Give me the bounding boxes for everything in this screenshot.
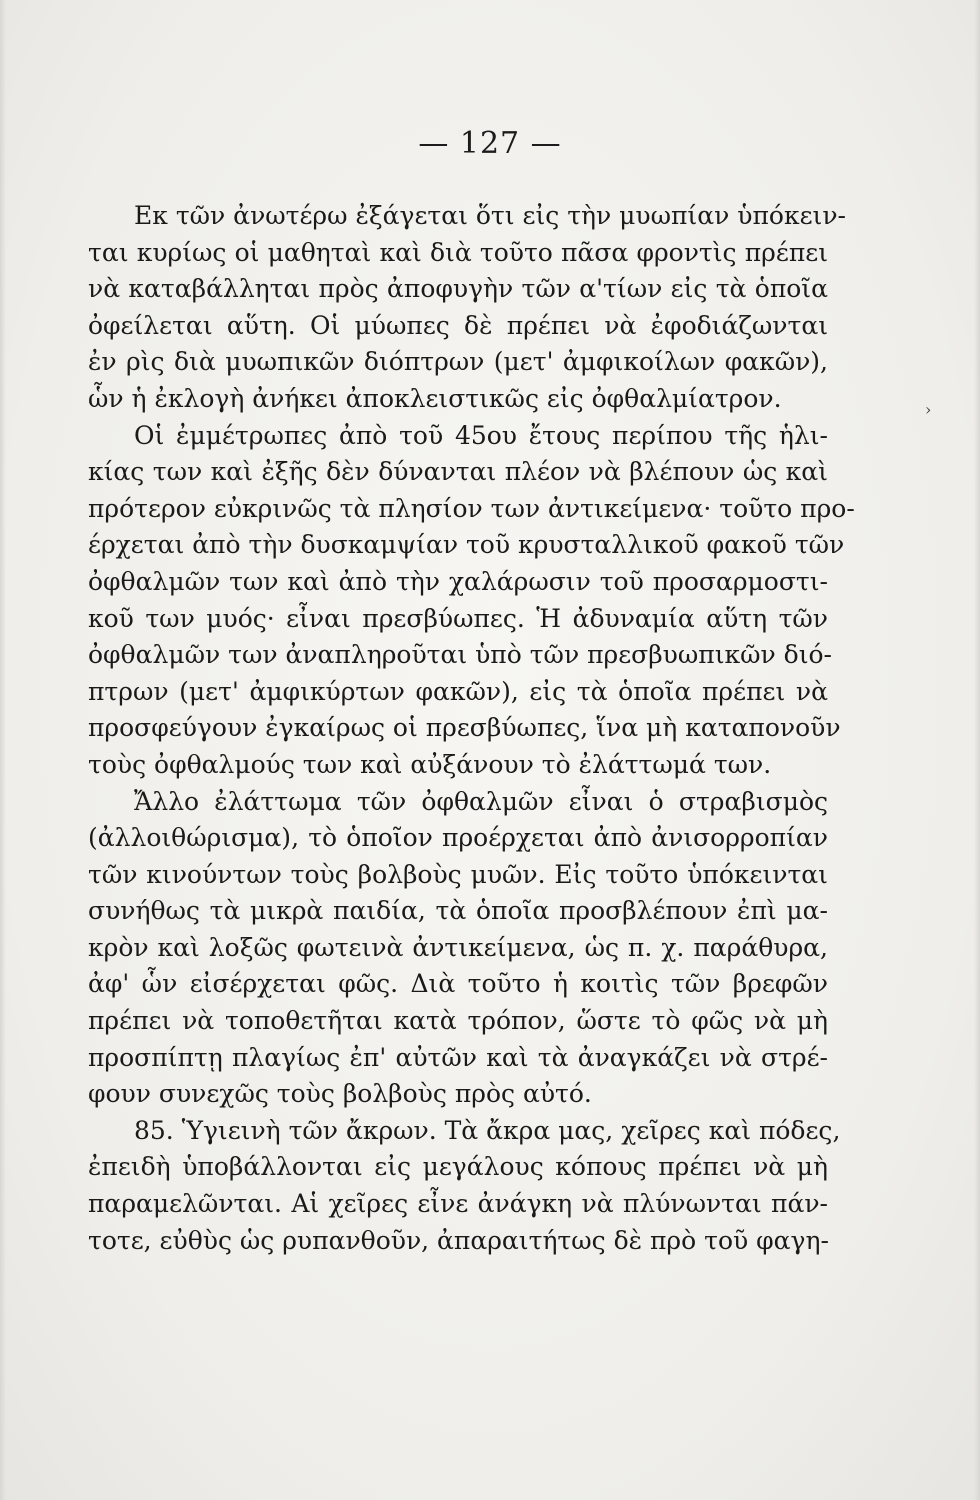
page-number: — 127 —: [418, 126, 562, 161]
text-line: Ἄλλο ἐλάττωμα τῶν ὀφθαλμῶν εἶναι ὁ στραβισμὸς: [134, 786, 828, 816]
text-line: Εκ τῶν ἀνωτέρω ἐξάγεται ὅτι εἰς τὴν μυωπίαν ὑπόκειν-: [134, 201, 846, 230]
text-line: φουν συνεχῶς τοὺς βολβοὺς πρὸς αὐτό.: [88, 1079, 592, 1109]
text-line: έρχεται ἀπὸ τὴν δυσκαμψίαν τοῦ κρυσταλλικοῦ φακοῦ τῶν: [88, 530, 845, 560]
body-text: [88, 198, 855, 1259]
text-line: ἐπειδὴ ὑποβάλλονται εἰς μεγάλους κόπους πρέπει νὰ μὴ: [88, 1152, 828, 1182]
text-line: ὀφείλεται αὕτη. Οἱ μύωπες δὲ πρέπει νὰ ἐφοδιάζωνται: [88, 310, 828, 340]
text-line: τοτε, εὐθὺς ὡς ρυπανθοῦν, ἀπαραιτήτως δὲ πρὸ τοῦ φαγη-: [88, 1225, 829, 1255]
text-line: προσπίπτῃ πλαγίως ἐπ' αὐτῶν καὶ τὰ ἀναγκάζει νὰ στρέ-: [88, 1042, 828, 1072]
text-line: ὀφθαλμῶν των καὶ ἀπὸ τὴν χαλάρωσιν τοῦ προσαρμοστι-: [88, 566, 828, 596]
stray-mark: ›: [925, 400, 932, 419]
text-line: συνήθως τὰ μικρὰ παιδία, τὰ ὁποῖα προσβλέπουν ἐπὶ μα-: [88, 896, 828, 926]
text-line: τῶν κινούντων τοὺς βολβοὺς μυῶν. Εἰς τοῦτο ὑπόκεινται: [88, 859, 828, 889]
section-heading-line: 85. Ὑγιεινὴ τῶν ἄκρων. Τὰ ἄκρα μας, χεῖρες καὶ πόδες,: [134, 1115, 841, 1145]
text-line: ὀφθαλμῶν των ἀναπληροῦται ὑπὸ τῶν πρεσβυωπικῶν διό-: [88, 640, 833, 670]
text-line: κοῦ των μυός· εἶναι πρεσβύωπες. Ἡ ἀδυναμία αὕτη τῶν: [88, 603, 828, 633]
text-line: κίας των καὶ ἐξῆς δὲν δύνανται πλέον νὰ βλέπουν ὡς καὶ: [88, 457, 828, 487]
text-line: κρὸν καὶ λοξῶς φωτεινὰ ἀντικείμενα, ὡς π. χ. παράθυρα,: [88, 932, 828, 962]
text-line: πρότερον εὐκρινῶς τὰ πλησίον των ἀντικείμενα· τοῦτο προ-: [88, 493, 855, 523]
text-line: νὰ καταβάλληται πρὸς ἀποφυγὴν τῶν α'τίων εἰς τὰ ὁποῖα: [88, 274, 828, 304]
page-edge-right: [974, 0, 980, 1500]
text-line: παραμελῶνται. Αἱ χεῖρες εἶνε ἀνάγκη νὰ πλύνωνται πάν-: [88, 1189, 828, 1219]
text-line: Οἱ ἐμμέτρωπες ἀπὸ τοῦ 45ου ἔτους περίπου τῆς ἡλι-: [134, 420, 828, 450]
page-edge-left: [0, 0, 6, 1500]
text-line: ὧν ἡ ἐκλογὴ ἀνήκει ἀποκλειστικῶς εἰς ὀφθαλμίατρον.: [88, 383, 782, 413]
text-line: προσφεύγουν ἐγκαίρως οἱ πρεσβύωπες, ἵνα μὴ καταπονοῦν: [88, 713, 841, 743]
text-line: πτρων (μετ' ἀμφικύρτων φακῶν), εἰς τὰ ὁποῖα πρέπει νὰ: [88, 676, 828, 706]
text-line: τοὺς ὀφθαλμούς των καὶ αὐξάνουν τὸ ἐλάττωμά των.: [88, 749, 772, 779]
text-line: ἀφ' ὧν εἰσέρχεται φῶς. Διὰ τοῦτο ἡ κοιτὶς τῶν βρεφῶν: [88, 969, 828, 999]
text-line: πρέπει νὰ τοποθετῆται κατὰ τρόπον, ὥστε τὸ φῶς νὰ μὴ: [88, 1006, 828, 1036]
text-line: ἐν ρὶς διὰ μυωπικῶν διόπτρων (μετ' ἀμφικοίλων φακῶν),: [88, 347, 828, 377]
text-line: (ἀλλοιθώρισμα), τὸ ὁποῖον προέρχεται ἀπὸ ἀνισορροπίαν: [88, 823, 828, 853]
text-line: ται κυρίως οἱ μαθηταὶ καὶ διὰ τοῦτο πᾶσα φροντὶς πρέπει: [88, 237, 828, 267]
